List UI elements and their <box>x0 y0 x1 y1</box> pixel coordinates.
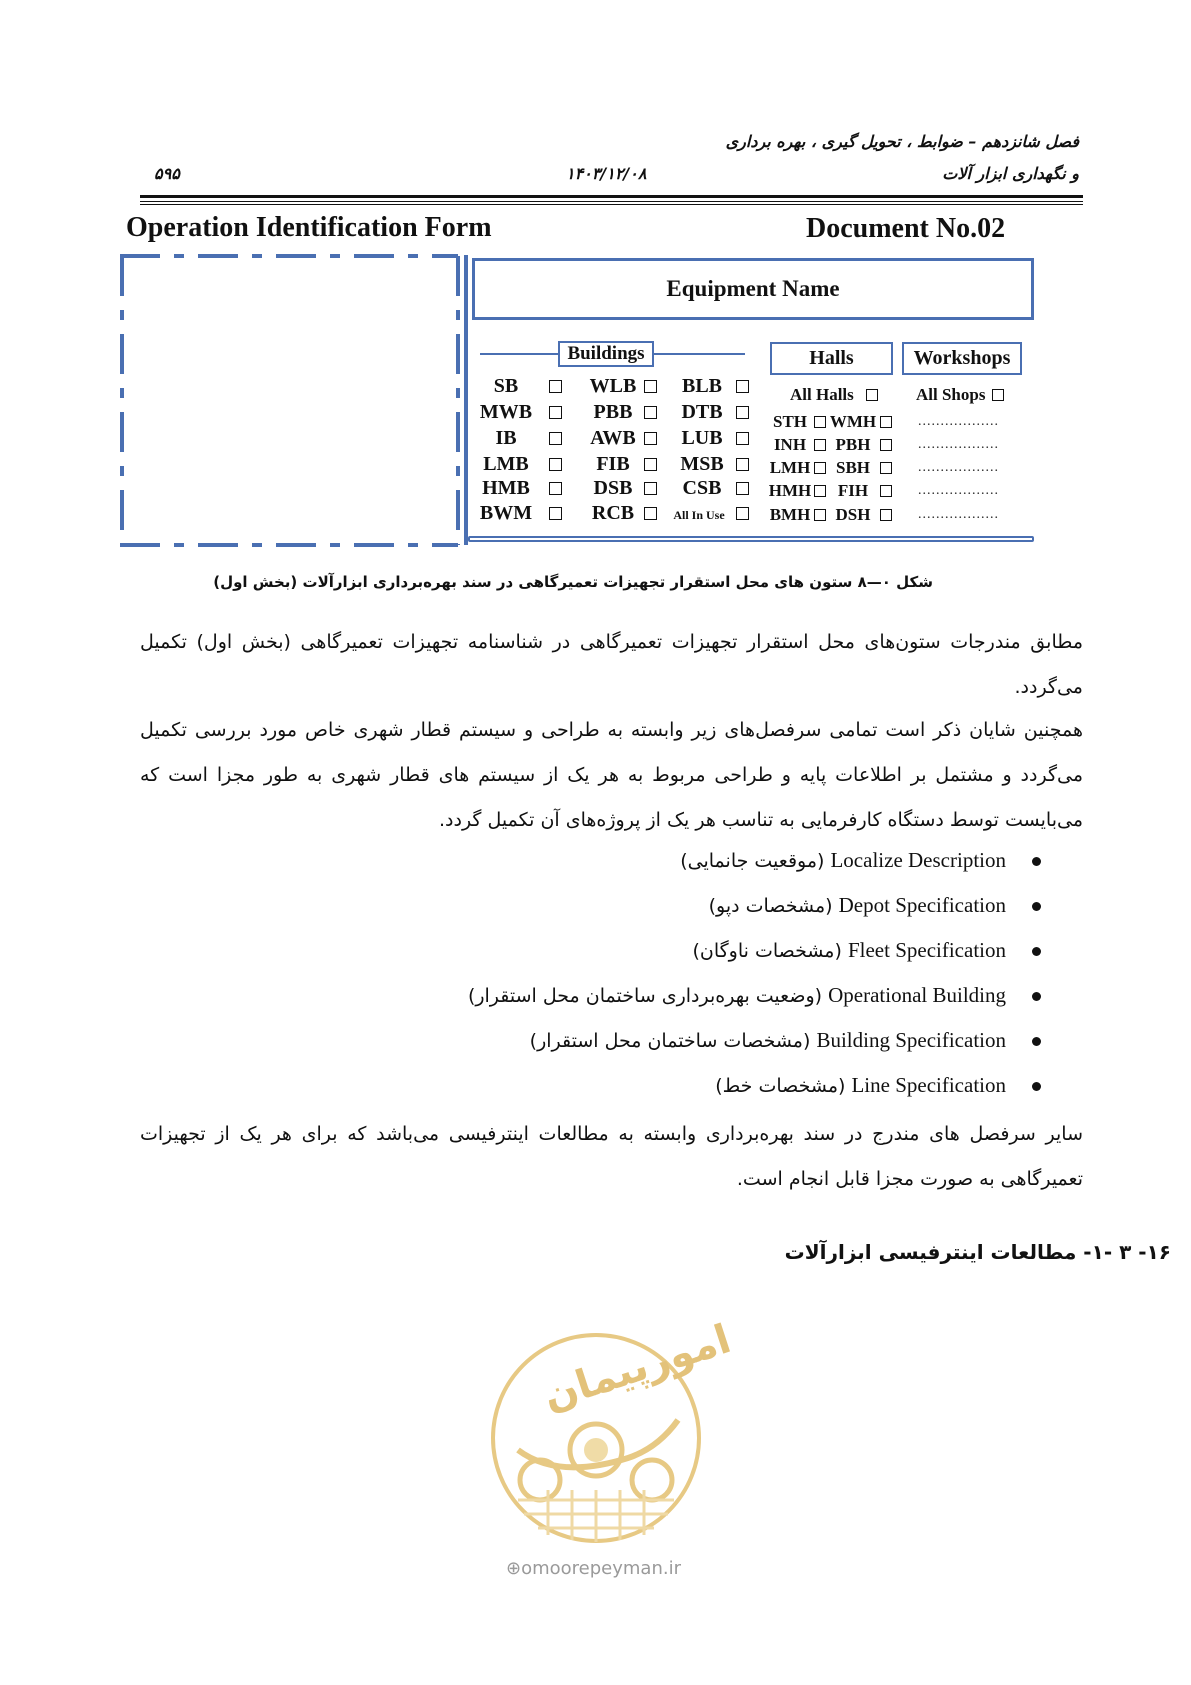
building-pbb-label: PBB <box>593 401 633 423</box>
all-halls-checkbox[interactable] <box>866 389 878 401</box>
section-heading: ۱۶- ۳ -۱- مطالعات اینترفیسی ابزارآلات <box>784 1240 1171 1264</box>
building-blb-checkbox[interactable] <box>736 380 749 393</box>
form-title: Operation Identification Form <box>126 212 492 243</box>
photo-placeholder-frame <box>118 252 464 552</box>
bullet-dot <box>1032 1082 1041 1091</box>
building-hmb-label: HMB <box>482 477 530 499</box>
bullet-english: Localize Description <box>830 848 1006 872</box>
form-divider <box>464 255 468 545</box>
globe-icon: ⊕ <box>506 1558 522 1579</box>
hall-bmh-label: BMH <box>769 505 811 524</box>
paragraph-3: سایر سرفصل های مندرج در سند بهره‌برداری وابسته به مطالعات اینترفیسی می‌باشد که برای هر یک از تجهیزات تعمیرگاهی به صورت مجزا قابل انجام است. <box>140 1123 1083 1190</box>
hall-wmh-label: WMH <box>829 412 877 431</box>
building-all-in-use-checkbox[interactable] <box>736 507 749 520</box>
hall-hmh-checkbox[interactable] <box>814 485 826 497</box>
bullet-english: Fleet Specification <box>847 938 1006 962</box>
bullet-item <box>709 893 1041 918</box>
hall-bmh-checkbox[interactable] <box>814 509 826 521</box>
building-blb-label: BLB <box>681 375 723 397</box>
hall-fih-label: FIH <box>837 481 869 500</box>
workshop-entry-line[interactable]: .................. <box>918 507 999 522</box>
equipment-name-label: Equipment Name <box>666 276 840 301</box>
building-dsb-checkbox[interactable] <box>644 482 657 495</box>
building-dtb-label: DTB <box>681 401 723 423</box>
chapter-subtitle: و نگهداری ابزار آلات <box>942 164 1079 183</box>
all-shops-label: All Shops <box>916 385 986 404</box>
paragraph-1: مطابق مندرجات ستون‌های محل استقرار تجهیزات تعمیرگاهی در شناسنامه تجهیزات تعمیرگاهی (بخش اول) تکمیل می‌گردد. <box>140 631 1083 698</box>
all-halls-label: All Halls <box>790 385 854 404</box>
hall-inh-checkbox[interactable] <box>814 439 826 451</box>
hall-lmh-label: LMH <box>769 458 811 477</box>
building-ib-checkbox[interactable] <box>549 432 562 445</box>
building-wlb-label: WLB <box>589 375 637 397</box>
building-csb-label: CSB <box>682 477 722 499</box>
page-number: ۵۹۵ <box>154 164 180 183</box>
hall-hmh-label: HMH <box>768 481 812 500</box>
building-fib-checkbox[interactable] <box>644 458 657 471</box>
hall-inh-label: INH <box>773 435 807 454</box>
building-fib-label: FIB <box>596 453 630 475</box>
building-mwb-label: MWB <box>479 401 533 423</box>
building-lmb-label: LMB <box>483 453 529 475</box>
building-mwb-checkbox[interactable] <box>549 406 562 419</box>
bullet-dot <box>1032 857 1041 866</box>
building-pbb-checkbox[interactable] <box>644 406 657 419</box>
bullet-dot <box>1032 992 1041 1001</box>
publisher-url: ⊕omoorepeyman.ir <box>506 1558 681 1579</box>
header-rule-thick <box>140 195 1083 198</box>
building-wlb-checkbox[interactable] <box>644 380 657 393</box>
bullet-persian: (موقعیت جانمایی) <box>680 850 825 872</box>
building-ib-label: IB <box>495 427 517 449</box>
bullet-english: Line Specification <box>851 1073 1006 1097</box>
hall-sbh-label: SBH <box>835 458 871 477</box>
form-bottom-bar <box>468 536 1034 542</box>
workshop-entry-line[interactable]: .................. <box>918 460 999 475</box>
hall-dsh-checkbox[interactable] <box>880 509 892 521</box>
bullet-item <box>715 1073 1041 1098</box>
hall-lmh-checkbox[interactable] <box>814 462 826 474</box>
building-awb-label: AWB <box>590 427 636 449</box>
bullet-persian: (مشخصات ساختمان محل استقرار) <box>529 1030 811 1052</box>
bullet-dot <box>1032 902 1041 911</box>
building-bwm-checkbox[interactable] <box>549 507 562 520</box>
building-rcb-checkbox[interactable] <box>644 507 657 520</box>
buildings-label: Buildings <box>558 341 654 367</box>
building-sb-checkbox[interactable] <box>549 380 562 393</box>
building-awb-checkbox[interactable] <box>644 432 657 445</box>
hall-wmh-checkbox[interactable] <box>880 416 892 428</box>
equipment-name-box[interactable] <box>472 258 1034 320</box>
building-lmb-checkbox[interactable] <box>549 458 562 471</box>
header-rule-thin-1 <box>140 201 1083 202</box>
header-date: ۱۴۰۳/۱۲/۰۸ <box>566 164 647 183</box>
hall-fih-checkbox[interactable] <box>880 485 892 497</box>
workshop-entry-line[interactable]: .................. <box>918 437 999 452</box>
paragraph-2: همچنین شایان ذکر است تمامی سرفصل‌های زیر وابسته به طراحی و سیستم قطار شهری خاص مورد بررسی تکمیل می‌گردد و مشتمل بر اطلاعات پایه و طراحی مربوط به هر یک از سیستم های قطار شهری به طور مجزا است که می‌بایست توسط دستگاه کارفرمایی به تناسب هر یک از پروژه‌های آن تکمیل گردد. <box>140 719 1083 831</box>
building-bwm-label: BWM <box>479 502 533 524</box>
bullet-persian: (مشخصات دپو) <box>708 895 833 917</box>
publisher-logo-text: امورپیمان <box>537 1316 737 1420</box>
building-csb-checkbox[interactable] <box>736 482 749 495</box>
bullet-persian: (وضعیت بهره‌برداری ساختمان محل استقرار) <box>467 985 823 1007</box>
building-lub-checkbox[interactable] <box>736 432 749 445</box>
bullet-english: Operational Building <box>828 983 1006 1007</box>
bullet-english: Depot Specification <box>838 893 1006 917</box>
hall-pbh-label: PBH <box>835 435 871 454</box>
bullet-persian: (مشخصات ناوگان) <box>692 940 842 962</box>
workshops-label: Workshops <box>902 342 1022 375</box>
building-all-in-use-label: All In Use <box>673 508 725 522</box>
workshop-entry-line[interactable]: .................. <box>918 414 999 429</box>
building-lub-label: LUB <box>681 427 723 449</box>
bullet-item <box>692 938 1041 963</box>
bullet-item <box>680 848 1041 873</box>
building-hmb-checkbox[interactable] <box>549 482 562 495</box>
bullet-persian: (مشخصات خط) <box>715 1075 846 1097</box>
bullet-item <box>530 1028 1041 1053</box>
building-rcb-label: RCB <box>591 502 635 524</box>
header-rule-thin-2 <box>140 204 1083 205</box>
figure-caption: شکل ۰—۸ ستون های محل استقرار تجهیزات تعمیرگاهی در سند بهره‌برداری ابزارآلات (بخش اول) <box>213 573 933 591</box>
all-shops-checkbox[interactable] <box>992 389 1004 401</box>
bullet-dot <box>1032 947 1041 956</box>
document-number: Document No.02 <box>806 213 1006 244</box>
building-dsb-label: DSB <box>593 477 633 499</box>
hall-pbh-checkbox[interactable] <box>880 439 892 451</box>
hall-sbh-checkbox[interactable] <box>880 462 892 474</box>
chapter-title: فصل شانزدهم – ضوابط ، تحویل گیری ، بهره برداری <box>725 132 1079 151</box>
hall-sth-label: STH <box>772 412 808 431</box>
halls-label: Halls <box>770 342 893 375</box>
bullet-item <box>468 983 1041 1008</box>
hall-dsh-label: DSH <box>835 505 871 524</box>
hall-sth-checkbox[interactable] <box>814 416 826 428</box>
workshop-entry-line[interactable]: .................. <box>918 483 999 498</box>
building-dtb-checkbox[interactable] <box>736 406 749 419</box>
bullet-dot <box>1032 1037 1041 1046</box>
building-msb-label: MSB <box>680 453 724 475</box>
building-sb-label: SB <box>493 375 519 397</box>
building-msb-checkbox[interactable] <box>736 458 749 471</box>
bullet-english: Building Specification <box>816 1028 1006 1052</box>
